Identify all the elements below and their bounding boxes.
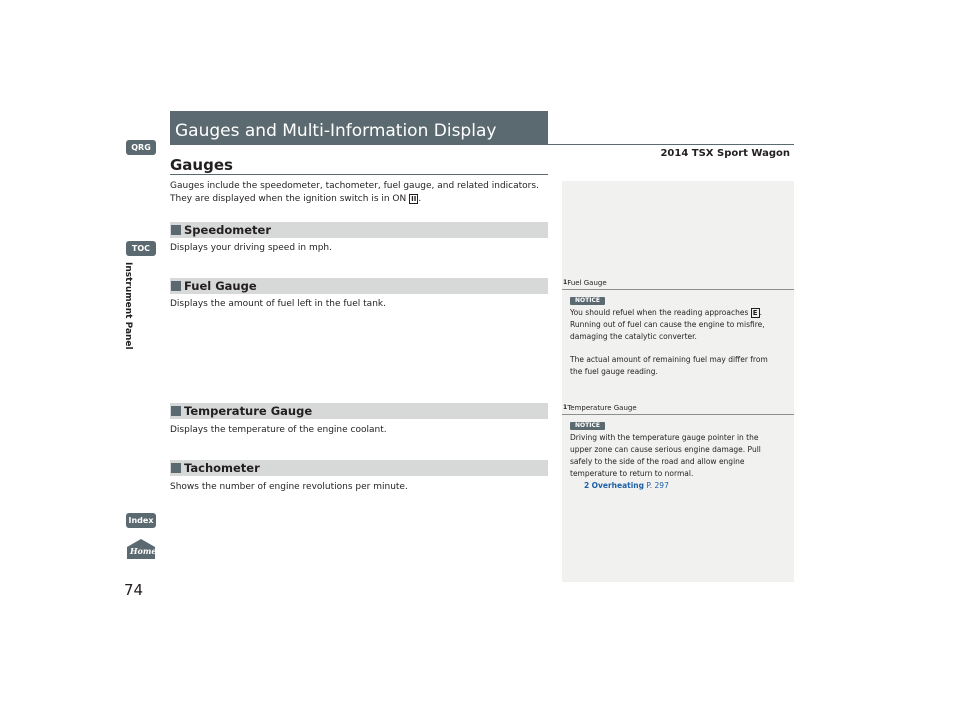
index-tab[interactable]: Index bbox=[126, 513, 156, 528]
page-title: Gauges and Multi-Information Display bbox=[175, 121, 497, 141]
fuel-gauge-text: Displays the amount of fuel left in the fuel tank. bbox=[170, 299, 386, 309]
temperature-note-divider bbox=[562, 414, 794, 415]
fuel-note-title bbox=[563, 279, 607, 287]
fuel-note-divider bbox=[562, 289, 794, 290]
section-square-icon bbox=[171, 463, 181, 473]
tachometer-section-header bbox=[170, 460, 548, 476]
section-side-label: Instrument Panel bbox=[123, 262, 133, 350]
intro-line-2-end: . bbox=[418, 194, 422, 204]
intro-line-2-text: They are displayed when the ignition switch is in ON bbox=[170, 194, 410, 204]
temperature-note-title-text: Temperature Gauge bbox=[567, 404, 637, 412]
fuel-note-line-1-end: . bbox=[759, 308, 762, 317]
temperature-gauge-text: Displays the temperature of the engine coolant. bbox=[170, 425, 387, 435]
xref-arrow-icon: 2 bbox=[584, 481, 590, 490]
fuel-note-line-1 bbox=[570, 307, 762, 319]
fuel-note-line-4: The actual amount of remaining fuel may differ from bbox=[570, 355, 768, 364]
note-number: 1 bbox=[563, 404, 568, 411]
section-square-icon bbox=[171, 406, 181, 416]
heading-divider bbox=[170, 174, 548, 175]
fuel-note-line-5: the fuel gauge reading. bbox=[570, 367, 658, 376]
section-heading: Gauges bbox=[170, 156, 233, 174]
temperature-gauge-title: Temperature Gauge bbox=[184, 404, 313, 418]
fuel-note-title-text: Fuel Gauge bbox=[567, 279, 607, 287]
page-number: 74 bbox=[124, 581, 144, 599]
temperature-note-line-3: safely to the side of the road and allow engine bbox=[570, 457, 745, 466]
speedometer-section-header bbox=[170, 222, 548, 238]
intro-line-2 bbox=[170, 193, 421, 206]
speedometer-text: Displays your driving speed in mph. bbox=[170, 243, 332, 253]
temperature-note-line-4: temperature to return to normal. bbox=[570, 469, 694, 478]
home-button[interactable] bbox=[126, 538, 156, 560]
section-square-icon bbox=[171, 225, 181, 235]
fuel-note-line-1-text: You should refuel when the reading approaches bbox=[570, 308, 751, 317]
section-square-icon bbox=[171, 281, 181, 291]
xref-label[interactable]: Overheating bbox=[591, 481, 645, 490]
overheating-xref-link[interactable] bbox=[584, 480, 669, 492]
note-number: 1 bbox=[563, 279, 568, 286]
toc-tab[interactable]: TOC bbox=[126, 241, 156, 256]
tachometer-title: Tachometer bbox=[184, 461, 260, 475]
notes-panel bbox=[562, 181, 794, 582]
fuel-note-line-3: damaging the catalytic converter. bbox=[570, 332, 697, 341]
fuel-notice-badge: NOTICE bbox=[570, 297, 605, 305]
tachometer-text: Shows the number of engine revolutions per minute. bbox=[170, 482, 408, 492]
temperature-note-title bbox=[563, 404, 637, 412]
ignition-key-symbol: II bbox=[411, 195, 417, 203]
temperature-notice-badge: NOTICE bbox=[570, 422, 605, 430]
xref-page[interactable]: P. 297 bbox=[646, 481, 669, 490]
empty-key-symbol: E bbox=[752, 309, 758, 317]
intro-line-1: Gauges include the speedometer, tachometer, fuel gauge, and related indicators. bbox=[170, 181, 539, 191]
fuel-gauge-section-header bbox=[170, 278, 548, 294]
speedometer-title: Speedometer bbox=[184, 223, 271, 237]
fuel-gauge-title: Fuel Gauge bbox=[184, 279, 257, 293]
temperature-gauge-section-header bbox=[170, 403, 548, 419]
home-label: Home bbox=[130, 546, 157, 556]
header-divider bbox=[548, 144, 794, 145]
vehicle-model: 2014 TSX Sport Wagon bbox=[660, 148, 790, 159]
temperature-note-line-1: Driving with the temperature gauge pointer in the bbox=[570, 433, 759, 442]
fuel-note-line-2: Running out of fuel can cause the engine to misfire, bbox=[570, 320, 765, 329]
temperature-note-line-2: upper zone can cause serious engine damage. Pull bbox=[570, 445, 761, 454]
qrg-tab[interactable]: QRG bbox=[126, 140, 156, 155]
